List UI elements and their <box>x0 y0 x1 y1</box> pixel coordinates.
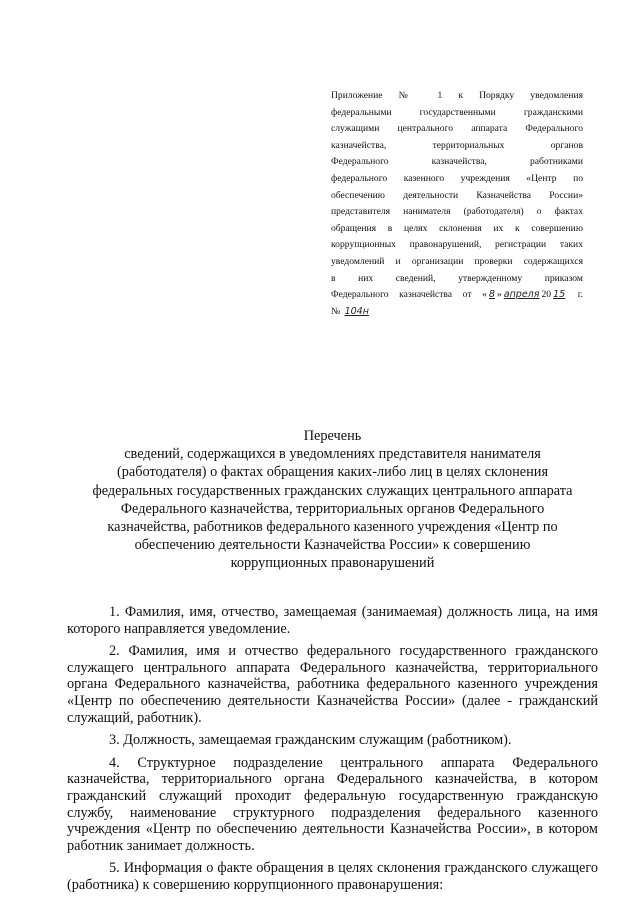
appendix-line: уведомлений и организации проверки содержащихся <box>331 255 583 267</box>
title-line: федеральных государственных гражданских служащих центрального аппарата <box>92 482 573 499</box>
list-item-4: 4. Структурное подразделение центрального аппарата Федерального казначейства, территориального органа Федерального казначейства, в котором гражданский служащий проходит федеральную государственную гражданскую службу, наименование структурного подразделения федерального казенного учреждения «Центр по обеспечению деятельности Казначейства России», в котором работник занимает должность. <box>67 754 598 854</box>
list-item-2: 2. Фамилия, имя и отчество федерального государственного гражданского служащего центрального аппарата Федерального казначейства, территориального органа Федерального казначейства, работника федерального казенного учреждения «Центр по обеспечению деятельности Казначейства России» (далее - гражданский служащий, работник). <box>67 643 598 726</box>
order-number-prefix: № <box>331 305 343 317</box>
order-number-line <box>331 304 583 321</box>
list-item-5: 5. Информация о факте обращения в целях склонения гражданского служащего (работника) к совершению коррупционного правонарушения: <box>67 860 598 893</box>
title-line: (работодателя) о фактах обращения каких-либо лиц в целях склонения <box>116 464 549 481</box>
order-date-suffix: г. <box>567 289 583 301</box>
appendix-line: Приложение № 1 к Порядку уведомления <box>331 90 583 101</box>
order-date-prefix: Федерального казначейства от « <box>331 289 487 301</box>
appendix-line: представителя нанимателя (работодателя) о фактах <box>331 206 583 218</box>
appendix-line: коррупционных правонарушений, регистрации таких <box>331 239 583 251</box>
title-line: коррупционных правонарушений <box>230 555 435 572</box>
list-item-1: 1. Фамилия, имя, отчество, замещаемая (занимаемая) должность лица, на имя которого направляется уведомление. <box>67 604 598 637</box>
appendix-line: Федерального казначейства, работниками <box>331 156 583 168</box>
document-title <box>60 427 605 573</box>
document-body <box>67 604 598 900</box>
order-number-value: 104н <box>344 305 369 317</box>
appendix-line: федеральными государственными гражданскими <box>331 106 583 118</box>
appendix-line: казначейства, территориальных органов <box>331 139 583 151</box>
order-date-line: Федерального казначейства от « 8 » апреля 20 15 г. <box>331 289 583 301</box>
title-heading: Перечень <box>303 428 362 444</box>
order-date-year-prefix: 20 <box>541 289 552 301</box>
title-line: Федерального казначейства, территориальных органов Федерального <box>120 500 545 517</box>
appendix-line: служащими центрального аппарата Федерального <box>331 123 583 135</box>
title-line: сведений, содержащихся в уведомлениях представителя нанимателя <box>124 446 541 463</box>
appendix-line: в них сведений, утвержденному приказом <box>331 272 583 284</box>
title-line: казначейства, работников федерального казенного учреждения «Центр по <box>107 519 558 536</box>
order-date-day: 8 <box>488 289 495 301</box>
appendix-line: федерального казенного учреждения «Центр по <box>331 172 583 184</box>
order-date-year: 15 <box>553 289 566 301</box>
title-line: обеспечению деятельности Казначейства России» к совершению <box>134 537 531 554</box>
appendix-line: обращения в целях склонения их к совершению <box>331 222 583 234</box>
list-item-3: 3. Должность, замещаемая гражданским служащим (работником). <box>109 732 512 749</box>
order-date-month: апреля <box>503 289 540 301</box>
appendix-line: обеспечению деятельности Казначейства России» <box>331 189 583 201</box>
appendix-header <box>331 88 583 320</box>
